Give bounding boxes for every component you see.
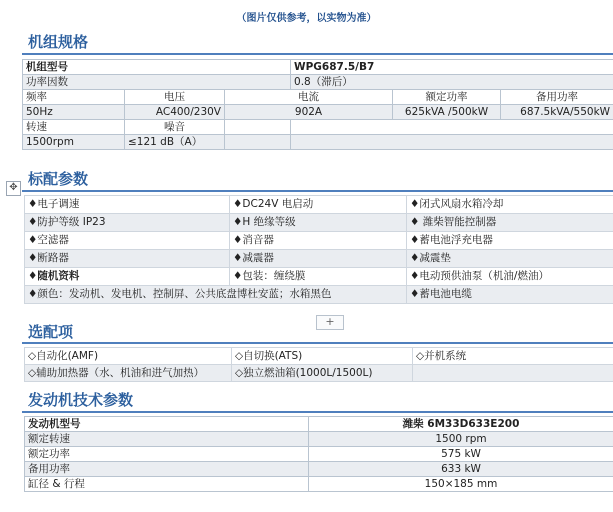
table-row <box>23 75 613 90</box>
list-item: ♦蓄电池电缆 <box>407 286 613 304</box>
section-rule <box>22 53 613 55</box>
list-item: ♦减震器 <box>230 250 407 268</box>
list-item: ♦随机资料 <box>25 268 230 286</box>
list-item: ♦蓄电池浮充电器 <box>407 232 613 250</box>
speed-label: 转速 <box>23 120 125 135</box>
col-header: 额定功率 <box>393 90 501 105</box>
list-item: ◇独立燃油箱(1000L/1500L) <box>232 365 413 382</box>
table-row <box>25 417 613 432</box>
table-row <box>25 232 613 250</box>
table-row <box>23 120 613 135</box>
list-item: ♦H 绝缘等级 <box>230 214 407 232</box>
cell <box>225 120 291 135</box>
spec-table <box>22 59 613 150</box>
list-item: ♦空滤器 <box>25 232 230 250</box>
table-row <box>23 135 613 150</box>
cell: 50Hz <box>23 105 125 120</box>
table-row <box>25 196 613 214</box>
list-item: ♦减震垫 <box>407 250 613 268</box>
cell <box>291 120 613 135</box>
table-row <box>23 90 613 105</box>
list-item: ◇自动化(AMF) <box>25 348 232 365</box>
col-header: 频率 <box>23 90 125 105</box>
list-item: ♦闭式风扇水箱冷却 <box>407 196 613 214</box>
table-move-handle-icon[interactable]: ✥ <box>6 181 21 196</box>
engine-model-label: 发动机型号 <box>25 417 309 432</box>
list-item: ♦包装：缠绕膜 <box>230 268 407 286</box>
model-value: WPG687.5/B7 <box>291 60 613 75</box>
list-item: ◇自切换(ATS) <box>232 348 413 365</box>
cell: 备用功率 <box>25 462 309 477</box>
model-label: 机组型号 <box>23 60 291 75</box>
table-row <box>25 286 613 304</box>
table-row <box>25 477 613 492</box>
table-row <box>25 348 613 365</box>
cell: 额定功率 <box>25 447 309 462</box>
cell <box>225 135 291 150</box>
section-title-engine: 发动机技术参数 <box>28 391 134 409</box>
section-title-standard: 标配参数 <box>28 170 89 188</box>
disclaimer-note: （图片仅供参考，以实物为准） <box>236 13 377 24</box>
list-item: ♦ 潍柴智能控制器 <box>407 214 613 232</box>
optional-config-table <box>24 347 613 382</box>
list-item: ♦电子调速 <box>25 196 230 214</box>
pf-value: 0.8（滞后） <box>291 75 613 90</box>
table-row <box>25 462 613 477</box>
noise-label: 噪音 <box>125 120 225 135</box>
standard-config-table <box>24 195 613 304</box>
cell: AC400/230V <box>125 105 225 120</box>
cell: 633 kW <box>309 462 613 477</box>
noise-value: ≤121 dB（A） <box>125 135 225 150</box>
cell: 150×185 mm <box>309 477 613 492</box>
cell <box>291 135 613 150</box>
cell: 1500 rpm <box>309 432 613 447</box>
section-title-optional: 选配项 <box>28 323 74 341</box>
list-item: ♦电动预供油泵（机油/燃油） <box>407 268 613 286</box>
table-row <box>25 250 613 268</box>
col-header: 电流 <box>225 90 393 105</box>
list-item: ♦颜色：发动机、发电机、控制屏、公共底盘博杜安蓝；水箱黑色 <box>25 286 407 304</box>
engine-table <box>24 416 613 492</box>
cell: 625kVA /500kW <box>393 105 501 120</box>
add-row-button[interactable]: + <box>316 315 344 330</box>
section-rule <box>22 190 613 192</box>
table-row <box>25 432 613 447</box>
list-item: ♦断路器 <box>25 250 230 268</box>
table-row <box>25 214 613 232</box>
cell: 额定转速 <box>25 432 309 447</box>
list-item <box>413 365 613 382</box>
list-item: ♦DC24V 电启动 <box>230 196 407 214</box>
pf-label: 功率因数 <box>23 75 291 90</box>
list-item: ♦防护等级 IP23 <box>25 214 230 232</box>
speed-value: 1500rpm <box>23 135 125 150</box>
col-header: 电压 <box>125 90 225 105</box>
section-rule <box>22 411 613 413</box>
engine-model-value: 潍柴 6M33D633E200 <box>309 417 613 432</box>
cell: 缸径 & 行程 <box>25 477 309 492</box>
table-row <box>25 365 613 382</box>
list-item: ♦消音器 <box>230 232 407 250</box>
cell: 575 kW <box>309 447 613 462</box>
table-row <box>25 268 613 286</box>
list-item: ◇并机系统 <box>413 348 613 365</box>
cell: 687.5kVA/550kW <box>501 105 613 120</box>
table-row <box>25 447 613 462</box>
list-item: ◇辅助加热器（水、机油和进气加热） <box>25 365 232 382</box>
section-rule <box>22 342 613 344</box>
section-title-spec: 机组规格 <box>28 33 89 51</box>
cell: 902A <box>225 105 393 120</box>
table-row <box>23 105 613 120</box>
col-header: 备用功率 <box>501 90 613 105</box>
table-row <box>23 60 613 75</box>
